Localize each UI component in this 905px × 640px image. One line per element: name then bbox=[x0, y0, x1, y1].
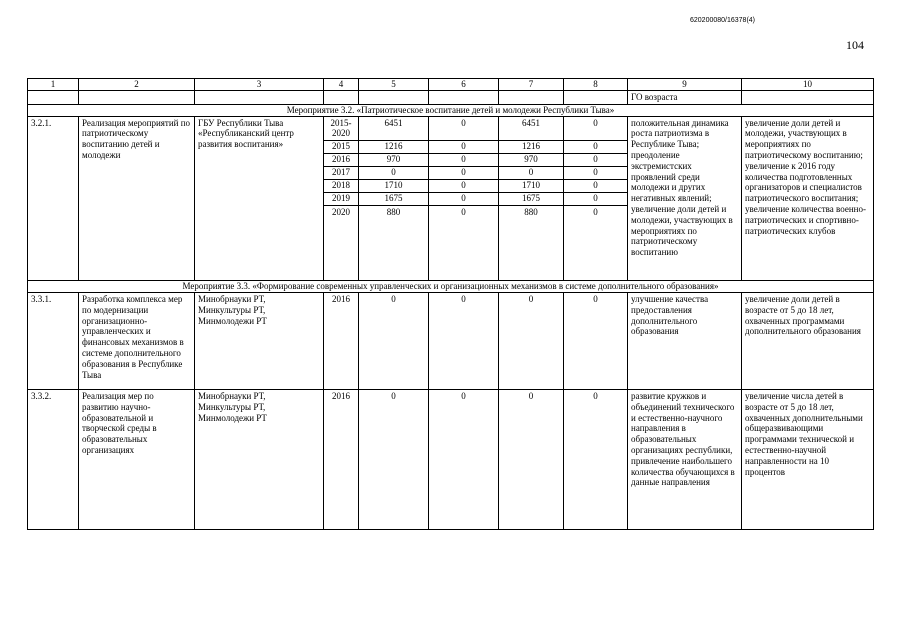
table-row bbox=[28, 116, 874, 141]
total-cell: 0 bbox=[359, 167, 429, 180]
item-number: 3.3.1. bbox=[28, 292, 79, 389]
program-table bbox=[27, 78, 874, 530]
year-cell: 2016 bbox=[324, 154, 359, 167]
document-id: 620200080/16378(4) bbox=[690, 17, 756, 24]
republic-cell: 1216 bbox=[499, 141, 564, 154]
total-cell: 0 bbox=[359, 389, 429, 529]
federal-cell: 0 bbox=[429, 389, 499, 529]
header-cell: 4 bbox=[324, 79, 359, 91]
item-result: улучшение качества предоставления дополнительного образования bbox=[628, 292, 742, 389]
other-cell: 0 bbox=[564, 141, 628, 154]
header-cell: 8 bbox=[564, 79, 628, 91]
republic-cell: 970 bbox=[499, 154, 564, 167]
item-name: Реализация мер по развитию научно-образовательной и творческой среды в образовательных организациях bbox=[79, 389, 195, 529]
header-cell: 1 bbox=[28, 79, 79, 91]
table-row bbox=[28, 292, 874, 389]
year-cell: 2016 bbox=[324, 389, 359, 529]
year-cell: 2018 bbox=[324, 180, 359, 193]
other-cell: 0 bbox=[564, 167, 628, 180]
header-cell: 2 bbox=[79, 79, 195, 91]
other-cell: 0 bbox=[564, 206, 628, 281]
federal-cell: 0 bbox=[429, 141, 499, 154]
item-name: Разработка комплекса мер по модернизации организационно-управленческих и финансовых механизмов в системе дополнительного образования в Республике Тыва bbox=[79, 292, 195, 389]
item-indicator: увеличение числа детей в возрасте от 5 до 18 лет, охваченных дополнительными общеразвивающими программами технической и естественно-научной направленности на 10 процентов bbox=[742, 389, 874, 529]
item-result: развитие кружков и объединений технического и естественно-научного направления в образовательных организациях республики, привлечение наибольшего количества обучающихся в данные направления bbox=[628, 389, 742, 529]
republic-cell: 1710 bbox=[499, 180, 564, 193]
total-cell: 0 bbox=[359, 292, 429, 389]
item-number: 3.2.1. bbox=[28, 116, 79, 281]
section-header-3-3 bbox=[28, 281, 874, 293]
federal-cell: 0 bbox=[429, 193, 499, 206]
republic-cell: 1675 bbox=[499, 193, 564, 206]
item-number: 3.3.2. bbox=[28, 389, 79, 529]
other-cell: 0 bbox=[564, 389, 628, 529]
federal-cell: 0 bbox=[429, 180, 499, 193]
total-cell: 1216 bbox=[359, 141, 429, 154]
item-result: положительная динамика роста патриотизма в Республике Тыва; преодоление экстремистских проявлений среди молодежи и других негативных явлений; увеличение доли детей и молодежи, участвующих в мероприятиях по патриотическому воспитанию bbox=[628, 116, 742, 281]
item-name: Реализация мероприятий по патриотическому воспитанию детей и молодежи bbox=[79, 116, 195, 281]
republic-cell: 0 bbox=[499, 167, 564, 180]
header-cell: 7 bbox=[499, 79, 564, 91]
federal-cell: 0 bbox=[429, 167, 499, 180]
item-executor: ГБУ Республики Тыва «Республиканский центр развития воспитания» bbox=[195, 116, 324, 281]
header-cell: 3 bbox=[195, 79, 324, 91]
section-title: Мероприятие 3.2. «Патриотическое воспитание детей и молодежи Республики Тыва» bbox=[28, 104, 874, 116]
continuation-row bbox=[28, 91, 874, 105]
republic-cell: 0 bbox=[499, 389, 564, 529]
other-cell: 0 bbox=[564, 292, 628, 389]
other-cell: 0 bbox=[564, 180, 628, 193]
item-indicator: увеличение доли детей в возрасте от 5 до 18 лет, охваченных программами дополнительного образования bbox=[742, 292, 874, 389]
total-cell: 1675 bbox=[359, 193, 429, 206]
header-cell: 9 bbox=[628, 79, 742, 91]
federal-cell: 0 bbox=[429, 206, 499, 281]
page-number: 104 bbox=[846, 38, 864, 52]
total-cell: 880 bbox=[359, 206, 429, 281]
continuation-cell: ГО возраста bbox=[628, 91, 742, 105]
federal-cell: 0 bbox=[429, 154, 499, 167]
table-row bbox=[28, 389, 874, 529]
other-cell: 0 bbox=[564, 116, 628, 141]
other-cell: 0 bbox=[564, 193, 628, 206]
total-cell: 970 bbox=[359, 154, 429, 167]
header-cell: 10 bbox=[742, 79, 874, 91]
total-cell: 6451 bbox=[359, 116, 429, 141]
header-row bbox=[28, 79, 874, 91]
header-cell: 6 bbox=[429, 79, 499, 91]
federal-cell: 0 bbox=[429, 116, 499, 141]
republic-cell: 6451 bbox=[499, 116, 564, 141]
section-title: Мероприятие 3.3. «Формирование современных управленческих и организационных механизмов в системе дополнительного образования» bbox=[28, 281, 874, 293]
republic-cell: 0 bbox=[499, 292, 564, 389]
year-cell: 2015 bbox=[324, 141, 359, 154]
total-cell: 1710 bbox=[359, 180, 429, 193]
year-cell: 2015-2020 bbox=[324, 116, 359, 141]
section-header-3-2 bbox=[28, 104, 874, 116]
year-cell: 2019 bbox=[324, 193, 359, 206]
other-cell: 0 bbox=[564, 154, 628, 167]
federal-cell: 0 bbox=[429, 292, 499, 389]
header-cell: 5 bbox=[359, 79, 429, 91]
item-indicator: увеличение доли детей и молодежи, участвующих в мероприятиях по патриотическому воспитанию; увеличение к 2016 году количества подготовленных организаторов и специалистов патриотического воспитания; увеличение количества военно-патриотических и спортивно-патриотических клубов bbox=[742, 116, 874, 281]
item-executor: Минобрнауки РТ, Минкультуры РТ, Минмолодежи РТ bbox=[195, 292, 324, 389]
item-executor: Минобрнауки РТ, Минкультуры РТ, Минмолодежи РТ bbox=[195, 389, 324, 529]
republic-cell: 880 bbox=[499, 206, 564, 281]
year-cell: 2017 bbox=[324, 167, 359, 180]
year-cell: 2016 bbox=[324, 292, 359, 389]
year-cell: 2020 bbox=[324, 206, 359, 281]
